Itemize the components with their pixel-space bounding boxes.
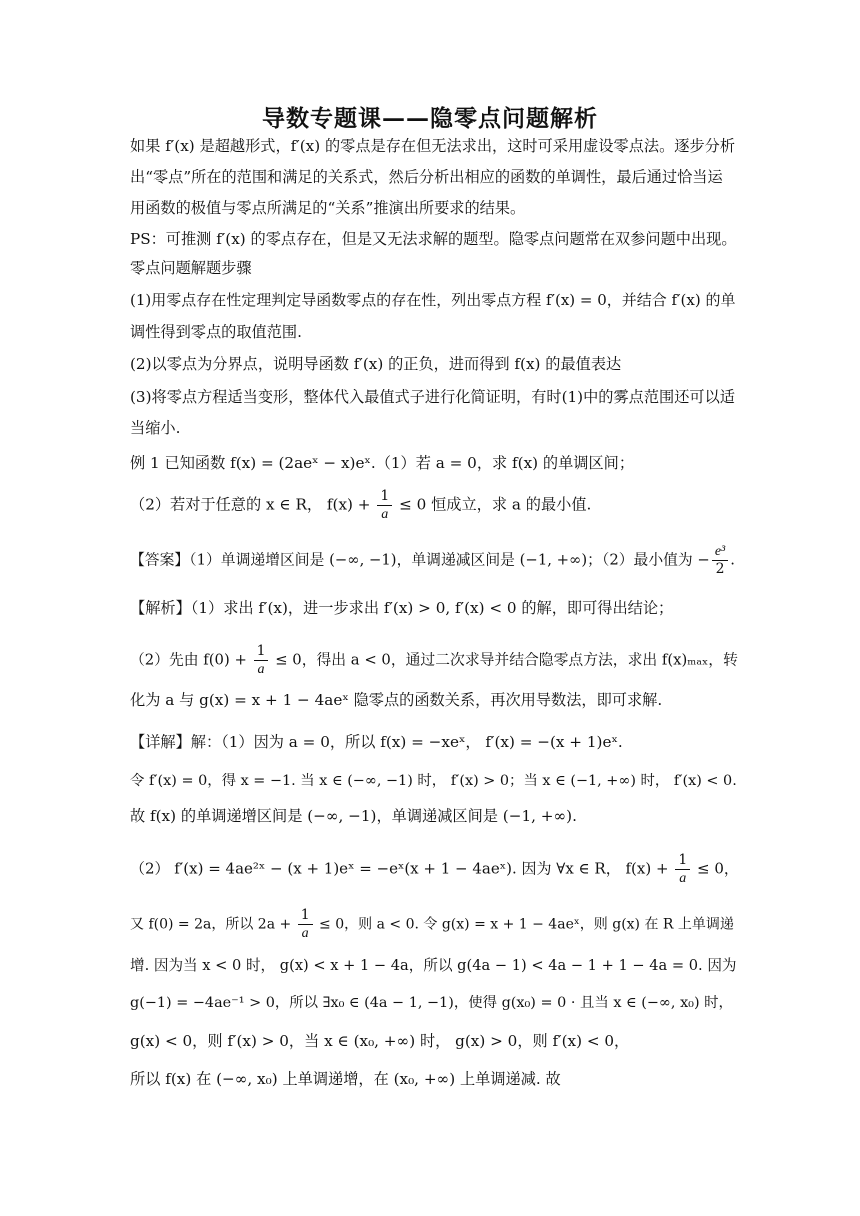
text-line: 调性得到零点的取值范围. [130,323,302,341]
fraction-e3-over-2 [712,543,728,578]
solution-line: 所以 f(x) 在 (−∞, x₀) 上单调递增，在 (x₀, +∞) 上单调递减. 故 [130,1070,561,1088]
analysis-line-3: 化为 a 与 g(x) = x + 1 − 4aeˣ 隐零点的函数关系，再次用导数法，即可求解. [130,691,663,709]
solution-text-b: ≤ 0，则 a < 0. 令 g(x) = x + 1 − 4aeˣ，则 g(x) 在 R 上单调递 [314,916,734,933]
q2-text-a: （2）若对于任意的 x ∈ R， f(x) + [130,495,376,514]
frac-numerator: 1 [377,488,392,506]
solution-text-b: ≤ 0， [692,859,739,878]
example-statement: 例 1 已知函数 f(x) = (2aeˣ − x)eˣ.（1）若 a = 0，求 f(x) 的单调区间； [130,454,635,472]
frac-numerator: 1 [675,852,690,870]
solution-line: 令 f′(x) = 0，得 x = −1. 当 x ∈ (−∞, −1) 时， f′(x) > 0；当 x ∈ (−1, +∞) 时， f′(x) < 0. [130,773,737,789]
analysis-text-a: （2）先由 f(0) + [130,651,252,669]
text-line: PS：可推测 f′(x) 的零点存在，但是又无法求解的题型。隐零点问题常在双参问题中出现。 [130,230,737,248]
solution-text-a: （2） f′(x) = 4ae²ˣ − (x + 1)eˣ = −eˣ(x + 1 − 4aeˣ). 因为 ∀x ∈ R， f(x) + [130,859,674,878]
fraction-1-over-a [675,852,690,887]
text-line: 出“零点”所在的范围和满足的关系式，然后分析出相应的函数的单调性，最后通过恰当运 [130,168,723,186]
text-line: (1)用零点存在性定理判定导函数零点的存在性，列出零点方程 f′(x) = 0，并结合 f′(x) 的单 [130,291,736,309]
frac-denominator: 2 [715,561,725,577]
text-line: 如果 f′(x) 是超越形式，f′(x) 的零点是存在但无法求出，这时可采用虚设零点法。逐步分析 [130,137,736,155]
solution-line [130,852,739,887]
section-heading: 零点问题解题步骤 [130,259,252,277]
fraction-1-over-a [298,907,313,942]
answer-text-b: . [730,551,735,569]
answer-text-a: 【答案】（1）单调递增区间是 (−∞, −1)，单调递减区间是 (−1, +∞)；（2）最小值为 − [130,551,710,569]
fraction-1-over-a [254,643,269,678]
analysis-line-2 [130,643,738,678]
analysis-line-1: 【解析】（1）求出 f′(x)，进一步求出 f′(x) > 0, f′(x) < 0 的解，即可得出结论； [130,599,674,617]
solution-line: 故 f(x) 的单调递增区间是 (−∞, −1)，单调递减区间是 (−1, +∞). [130,807,577,825]
question-2 [130,488,730,523]
solution-line: 【详解】解：（1）因为 a = 0，所以 f(x) = −xeˣ， f′(x) = −(x + 1)eˣ. [130,733,623,751]
text-line: 用函数的极值与零点所满足的“关系”推演出所要求的结果。 [130,199,526,217]
text-line: (2)以零点为分界点，说明导函数 f′(x) 的正负，进而得到 f(x) 的最值表达 [130,355,622,373]
frac-denominator: a [381,507,389,522]
fraction-1-over-a [377,488,392,523]
frac-denominator: a [301,926,309,941]
solution-text-a: 又 f(0) = 2a，所以 2a + [130,916,296,933]
frac-denominator: a [679,871,687,886]
solution-line [130,907,734,942]
text-line: (3)将零点方程适当变形，整体代入最值式子进行化简证明，有时(1)中的雾点范围还可以适 [130,388,735,406]
solution-line: g(−1) = −4ae⁻¹ > 0，所以 ∃x₀ ∈ (4a − 1, −1)，使得 g(x₀) = 0 · 且当 x ∈ (−∞, x₀) 时， [130,995,733,1011]
solution-line: 增. 因为当 x < 0 时， g(x) < x + 1 − 4a，所以 g(4a − 1) < 4a − 1 + 1 − 4a = 0. 因为 [130,957,737,974]
frac-numerator: 1 [298,907,313,925]
text-line: 当缩小. [130,419,181,437]
analysis-text-b: ≤ 0，得出 a < 0，通过二次求导并结合隐零点方法，求出 f(x)ₘₐₓ，转 [270,651,738,669]
frac-denominator: a [257,662,265,677]
solution-line: g(x) < 0，则 f′(x) > 0，当 x ∈ (x₀, +∞) 时， g(x) > 0，则 f′(x) < 0， [130,1032,630,1050]
answer-line [130,543,735,578]
frac-numerator: 1 [254,643,269,661]
frac-numerator: e³ [712,543,728,561]
q2-text-b: ≤ 0 恒成立，求 a 的最小值. [394,495,592,514]
page-title: 导数专题课——隐零点问题解析 [262,105,598,132]
